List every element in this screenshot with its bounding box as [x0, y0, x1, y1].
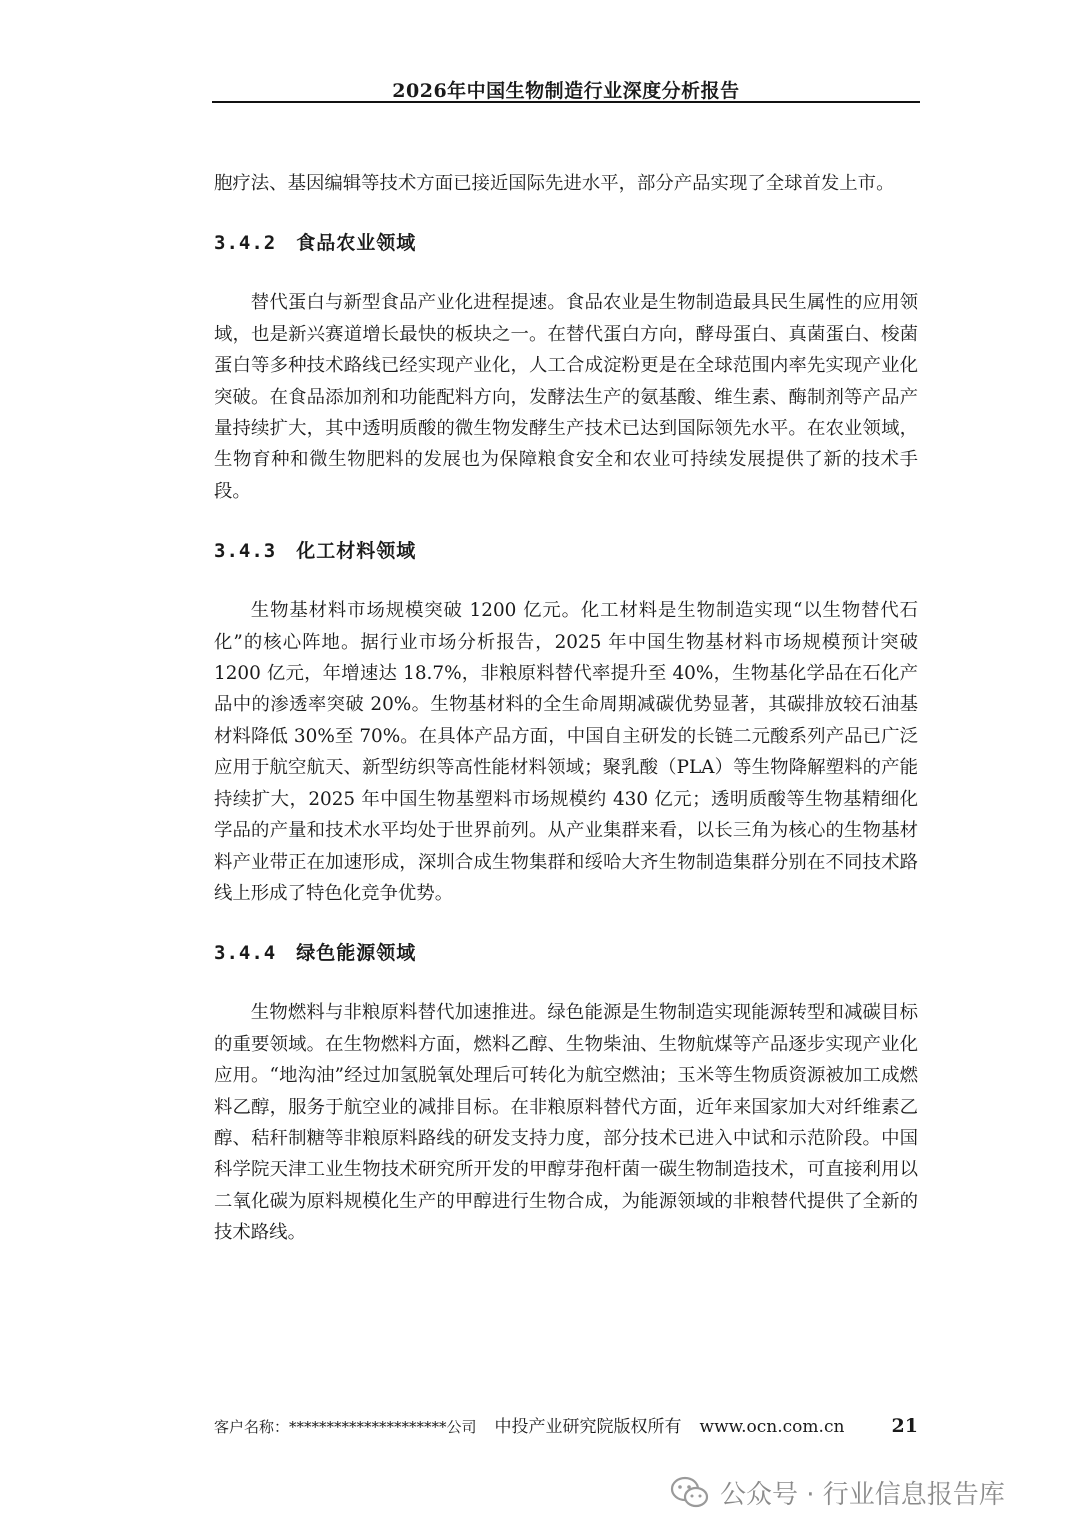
wechat-icon [670, 1475, 710, 1511]
page-body [214, 168, 918, 1249]
section-paragraph: 生物燃料与非粮原料替代加速推进。绿色能源是生物制造实现能源转型和减碳目标的重要领域。在生物燃料方面，燃料乙醇、生物柴油、生物航煤等产品逐步实现产业化应用。“地沟油”经过加氢脱氧处理后可转化为航空燃油；玉米等生物质资源被加工成燃料乙醇，服务于航空业的减排目标。在非粮原料替代方面，近年来国家加大对纤维素乙醇、秸秆制糖等非粮原料路线的研发支持力度，部分技术已进入中试和示范阶段。中国科学院天津工业生物技术研究所开发的甲醇芽孢杆菌一碳生物制造技术，可直接利用以二氧化碳为原料规模化生产的甲醇进行生物合成，为能源领域的非粮替代提供了全新的技术路线。 [214, 1002, 918, 1244]
client-name: 客户名称：*********************公司 [214, 1418, 477, 1436]
copyright-notice: 中投产业研究院版权所有 [494, 1417, 682, 1437]
section-number: 3.4.2 [214, 232, 277, 255]
section-number: 3.4.4 [214, 942, 277, 965]
section-number: 3.4.3 [214, 540, 277, 563]
website-link[interactable]: www.ocn.com.cn [699, 1417, 845, 1437]
wechat-watermark [670, 1474, 1005, 1511]
section-heading-3-4-3 [214, 537, 918, 565]
section-title: 食品农业领域 [296, 232, 417, 255]
section-heading-3-4-4 [214, 939, 918, 967]
page-header-title: 2026年中国生物制造行业深度分析报告 [392, 80, 740, 102]
section-heading-3-4-2 [214, 229, 918, 257]
page-number: 21 [891, 1415, 918, 1437]
section-title: 绿色能源领域 [296, 942, 417, 965]
section-title: 化工材料领域 [296, 540, 417, 563]
header-divider [212, 101, 920, 103]
lead-paragraph: 胞疗法、基因编辑等技术方面已接近国际先进水平，部分产品实现了全球首发上市。 [214, 173, 895, 194]
page-footer [214, 1412, 918, 1437]
watermark-text: 公众号 · 行业信息报告库 [720, 1480, 1005, 1510]
section-paragraph: 生物基材料市场规模突破 1200 亿元。化工材料是生物制造实现“以生物替代石化”的核心阵地。据行业市场分析报告，2025 年中国生物基材料市场规模预计突破1200 亿元，年增速达 18.7%，非粮原料替代率提升至 40%，生物基化学品在石化产品中的渗透率突破 20%。生物基材料的全生命周期减碳优势显著，其碳排放较石油基材料降低 30%至 70%。在具体产品方面，中国自主研发的长链二元酸系列产品已广泛应用于航空航天、新型纺织等高性能材料领域；聚乳酸（PLA）等生物降解塑料的产能持续扩大，2025 年中国生物基塑料市场规模约 430 亿元；透明质酸等生物基精细化学品的产量和技术水平均处于世界前列。从产业集群来看，以长三角为核心的生物基材料产业带正在加速形成，深圳合成生物集群和绥哈大齐生物制造集群分别在不同技术路线上形成了特色化竞争优势。 [214, 600, 918, 904]
section-paragraph: 替代蛋白与新型食品产业化进程提速。食品农业是生物制造最具民生属性的应用领域，也是新兴赛道增长最快的板块之一。在替代蛋白方向，酵母蛋白、真菌蛋白、梭菌蛋白等多种技术路线已经实现产业化，人工合成淀粉更是在全球范围内率先实现产业化突破。在食品添加剂和功能配料方向，发酵法生产的氨基酸、维生素、酶制剂等产品产量持续扩大，其中透明质酸的微生物发酵生产技术已达到国际领先水平。在农业领域，生物育种和微生物肥料的发展也为保障粮食安全和农业可持续发展提供了新的技术手段。 [214, 292, 918, 502]
